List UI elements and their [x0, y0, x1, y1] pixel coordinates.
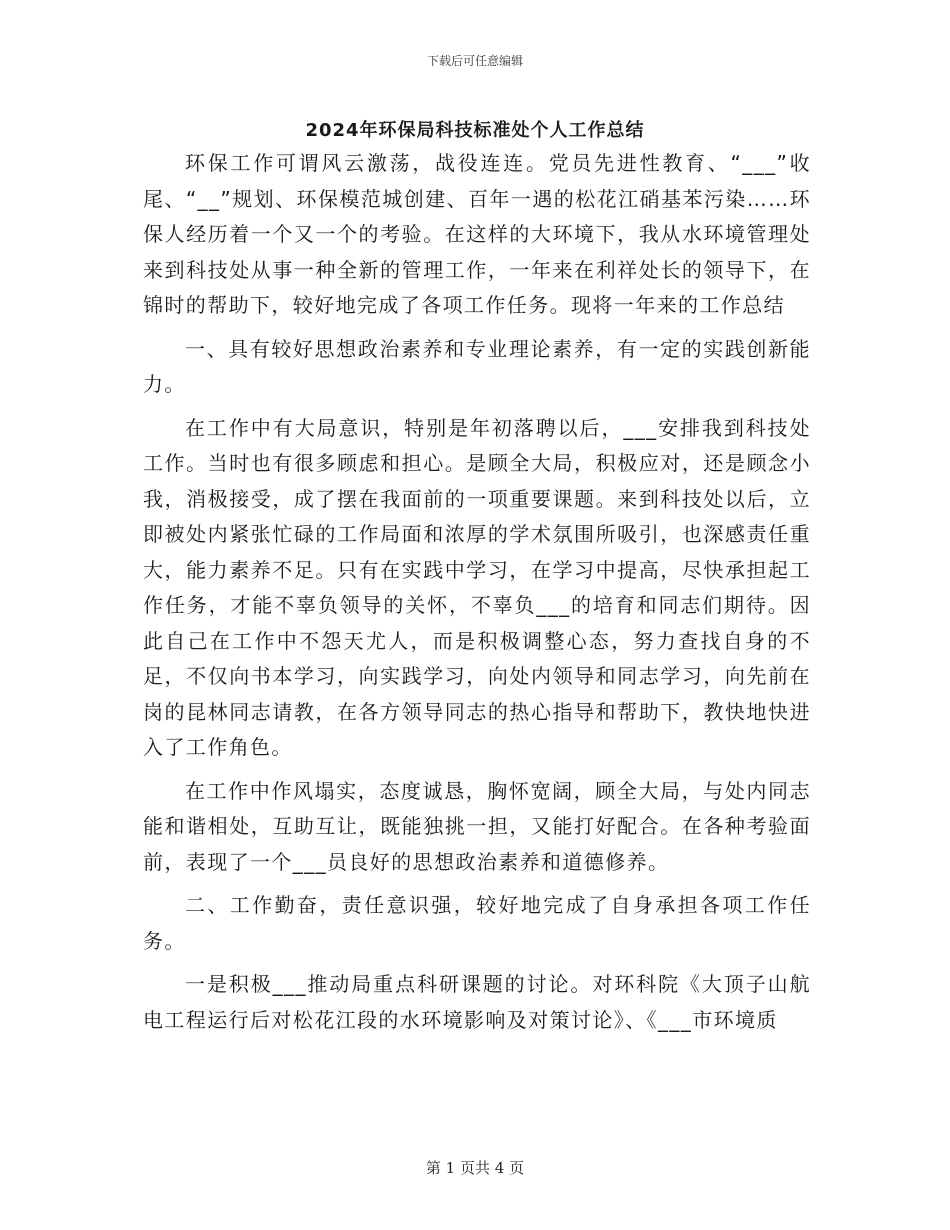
document-title: 2024年环保局科技标准处个人工作总结 [305, 120, 645, 141]
document-body [143, 146, 811, 1038]
paragraph-research-topics: 一是积极___推动局重点科研课题的讨论。对环科院《大顶子山航电工程运行后对松花江段的水环境影响及对策讨论》、《___市环境质 [143, 972, 811, 1032]
paragraph-intro: 环保工作可谓风云激荡，战役连连。党员先进性教育、“___”收尾、“__”规划、环保模范城创建、百年一遇的松花江硝基苯污染……环保人经历着一个又一个的考验。在这样的大环境下，我从水环境管理处来到科技处从事一种全新的管理工作，一年来在利祥处长的领导下，在锦时的帮助下，较好地完成了各项工作任务。现将一年来的工作总结 [143, 151, 811, 317]
paragraph-section-two-heading: 二、工作勤奋，责任意识强，较好地完成了自身承担各项工作任务。 [143, 893, 811, 953]
page-header-note: 下载后可任意编辑 [426, 54, 523, 68]
paragraph-section-one-heading: 一、具有较好思想政治素养和专业理论素养，有一定的实践创新能力。 [143, 336, 811, 396]
page-footer: 第 1 页共 4 页 [425, 1159, 525, 1177]
paragraph-big-picture: 在工作中有大局意识，特别是年初落聘以后，___安排我到科技处工作。当时也有很多顾虑和担心。是顾全大局，积极应对，还是顾念小我，消极接受，成了摆在我面前的一项重要课题。来到科技处以后，立即被处内紧张忙碌的工作局面和浓厚的学术氛围所吸引，也深感责任重大，能力素养不足。只有在实践中学习，在学习中提高，尽快承担起工作任务，才能不辜负领导的关怀，不辜负___的培育和同志们期待。因此自己在工作中不怨天尤人，而是积极调整心态，努力查找自身的不足，不仅向书本学习，向实践学习，向处内领导和同志学习，向先前在岗的昆林同志请教，在各方领导同志的热心指导和帮助下，教快地快进入了工作角色。 [143, 415, 811, 759]
paragraph-work-style: 在工作中作风塌实，态度诚恳，胸怀宽阔，顾全大局，与处内同志能和谐相处，互助互让，既能独挑一担，又能打好配合。在各种考验面前，表现了一个___员良好的思想政治素养和道德修养。 [143, 778, 811, 874]
